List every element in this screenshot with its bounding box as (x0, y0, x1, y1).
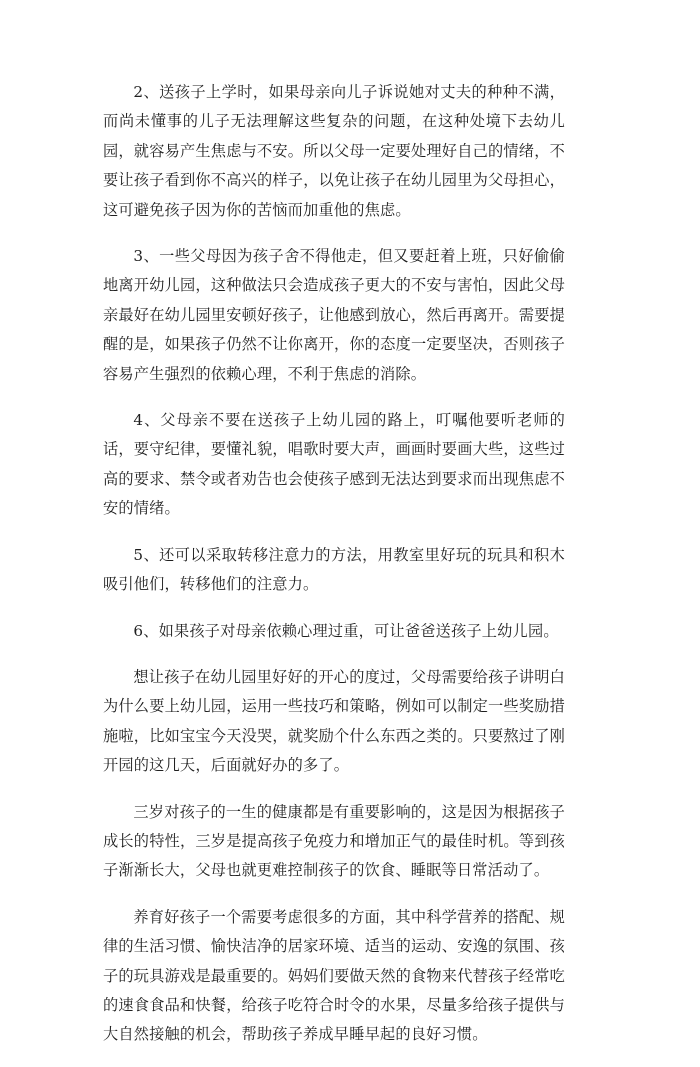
paragraph-kindergarten-tips: 想让孩子在幼儿园里好好的开心的度过，父母需要给孩子讲明白为什么要上幼儿园，运用一些技巧和策略，例如可以制定一些奖励措施啦，比如宝宝今天没哭，就奖励个什么东西之类的。只要熬过了刚开园的这几天，后面就好办的多了。 (103, 667, 565, 775)
paragraph-age-three: 三岁对孩子的一生的健康都是有重要影响的，这是因为根据孩子成长的特性，三岁是提高孩子免疫力和增加正气的最佳时机。等到孩子渐渐长大，父母也就更难控制孩子的饮食、睡眠等日常活动了。 (103, 802, 565, 880)
paragraph-item-6: 6、如果孩子对母亲依赖心理过重，可让爸爸送孩子上幼儿园。 (133, 621, 559, 640)
document-page (103, 78, 565, 1067)
paragraph-item-3: 3、一些父母因为孩子舍不得他走，但又要赶着上班，只好偷偷地离开幼儿园，这种做法只会造成孩子更大的不安与害怕，因此父母亲最好在幼儿园里安顿好孩子，让他感到放心，然后再离开。需要提醒的是，如果孩子仍然不让你离开，你的态度一定要坚决，否则孩子容易产生强烈的依赖心理，不利于焦虑的消除。 (103, 247, 565, 383)
paragraph-item-2: 2、送孩子上学时，如果母亲向儿子诉说她对丈夫的种种不满，而尚未懂事的儿子无法理解这些复杂的问题，在这种处境下去幼儿园，就容易产生焦虑与不安。所以父母一定要处理好自己的情绪，不要让孩子看到你不高兴的样子，以免让孩子在幼儿园里为父母担心，这可避免孩子因为你的苦恼而加重他的焦虑。 (103, 83, 565, 219)
paragraph-item-4: 4、父母亲不要在送孩子上幼儿园的路上，叮嘱他要听老师的话，要守纪律，要懂礼貌，唱歌时要大声，画画时要画大些，这些过高的要求、禁令或者劝告也会使孩子感到无法达到要求而出现焦虑不安的情绪。 (103, 411, 565, 518)
paragraph-raising-child: 养育好孩子一个需要考虑很多的方面，其中科学营养的搭配、规律的生活习惯、愉快洁净的居家环境、适当的运动、安逸的氛围、孩子的玩具游戏是最重要的。妈妈们要做天然的食物来代替孩子经常吃的速食食品和快餐，给孩子吃符合时令的水果，尽量多给孩子提供与大自然接触的机会，帮助孩子养成早睡早起的良好习惯。 (103, 907, 565, 1044)
paragraph-item-5: 5、还可以采取转移注意力的方法，用教室里好玩的玩具和积木吸引他们，转移他们的注意力。 (103, 545, 565, 594)
